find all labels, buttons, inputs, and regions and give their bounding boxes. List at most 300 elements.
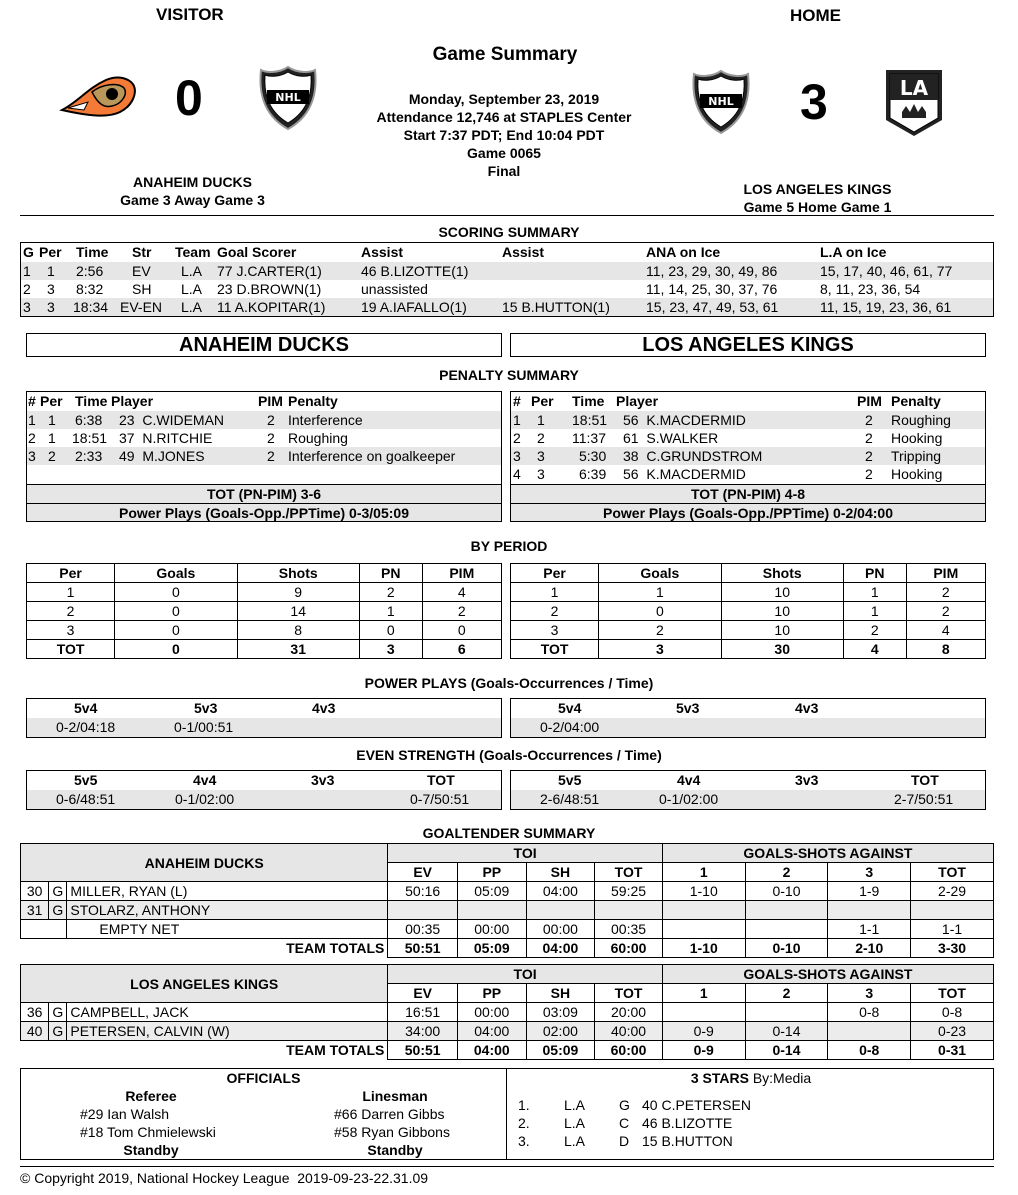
goalie-row — [21, 1022, 994, 1041]
pen-num: 3 — [28, 448, 36, 464]
pp-5v4-label: 5v4 — [558, 700, 582, 716]
goalie-gsa: 0-23 — [911, 1022, 994, 1041]
es-3v3-label: 3v3 — [311, 772, 335, 788]
goal-scorer: 77 J.CARTER(1) — [217, 263, 322, 279]
period-cell: 3 — [599, 640, 721, 659]
col-sh: SH — [526, 863, 595, 882]
goal-time: 18:34 — [73, 299, 109, 315]
goalie-toi: 20:00 — [595, 1003, 663, 1022]
visitor-game: Game 3 Away Game 3 — [120, 192, 265, 208]
goalie-toi: 40:00 — [595, 1022, 663, 1041]
col-pim: PIM — [258, 393, 283, 409]
star-player: 15 B.HUTTON — [642, 1133, 733, 1149]
es-tot-value: 0-7/50:51 — [410, 791, 470, 807]
pen-penalty: Hooking — [891, 466, 943, 482]
visitor-team-info — [100, 173, 285, 209]
goal-ana-on-ice: 15, 23, 47, 49, 53, 61 — [646, 299, 779, 315]
period-cell: 8 — [237, 621, 359, 640]
penalty-header-row — [27, 392, 501, 410]
pen-num: 1 — [513, 412, 521, 428]
es-tot-label: TOT — [427, 772, 455, 788]
col-ev: EV — [388, 863, 458, 882]
svg-text:NHL: NHL — [275, 91, 301, 104]
scoring-summary-title: SCORING SUMMARY — [438, 224, 580, 240]
goalie-toi: 34:00 — [388, 1022, 458, 1041]
col-p3: 3 — [828, 984, 911, 1003]
by-period-header-row — [511, 564, 986, 583]
col-pn: PN — [843, 564, 906, 583]
es-3v3-label: 3v3 — [795, 772, 819, 788]
goalie-gsa — [911, 901, 994, 920]
pen-player: 61 S.WALKER — [623, 430, 719, 446]
total-toi: 05:09 — [526, 1041, 595, 1060]
col-p2: 2 — [745, 863, 828, 882]
pp-5v4-value: 0-2/04:18 — [56, 719, 116, 735]
nhl-shield-icon-right — [690, 68, 752, 136]
goalie-toi: 02:00 — [526, 1022, 595, 1041]
goalie-num — [21, 920, 67, 939]
goal-str: SH — [132, 281, 152, 297]
header-divider — [20, 215, 994, 216]
goalie-name: STOLARZ, ANTHONY — [67, 901, 388, 920]
star-team: L.A — [564, 1115, 586, 1131]
es-tot-value: 2-7/50:51 — [894, 791, 954, 807]
goalie-pos: G — [49, 882, 67, 901]
goal-time: 2:56 — [76, 263, 104, 279]
goalie-toi: 04:00 — [526, 882, 595, 901]
period-cell: 1 — [511, 583, 599, 602]
star-row — [518, 1132, 818, 1150]
col-tot: TOT — [595, 984, 663, 1003]
linesman-1: #66 Darren Gibbs — [334, 1106, 445, 1122]
game-attendance: Attendance 12,746 at STAPLES Center — [376, 109, 632, 125]
period-cell: 10 — [721, 621, 843, 640]
penalty-row — [511, 429, 985, 447]
goalie-toi: 16:51 — [388, 1003, 458, 1022]
period-cell: 1 — [27, 583, 115, 602]
period-cell: 31 — [237, 640, 359, 659]
pp-5v3-value: 0-1/00:51 — [174, 719, 234, 735]
goalie-row — [21, 882, 994, 901]
empty-net-row — [21, 920, 994, 939]
penalty-row — [511, 465, 985, 483]
total-toi: 60:00 — [595, 939, 663, 958]
star-pos: G — [619, 1097, 630, 1113]
gt-gsa-label: GOALS-SHOTS AGAINST — [662, 965, 993, 984]
pen-per: 2 — [537, 430, 545, 446]
goal-per: 3 — [47, 281, 55, 297]
col-penalty: Penalty — [891, 393, 941, 409]
team-totals-label: TEAM TOTALS — [21, 1041, 388, 1060]
goalie-toi — [388, 901, 458, 920]
goaltender-table-kings — [20, 964, 994, 1060]
pp-5v3-label: 5v3 — [194, 700, 218, 716]
footer-copyright: © Copyright 2019, National Hockey League 2019-09-23-22.31.09 — [20, 1170, 429, 1186]
period-cell: 3 — [359, 640, 422, 659]
col-p2: 2 — [745, 984, 828, 1003]
visitor-score: 0 — [175, 70, 203, 126]
period-cell: TOT — [511, 640, 599, 659]
goal-assist-1: 46 B.LIZOTTE(1) — [361, 263, 469, 279]
goalie-num: 40 — [21, 1022, 49, 1041]
pen-time: 2:33 — [75, 448, 103, 464]
pen-pim: 2 — [865, 430, 873, 446]
game-info — [350, 90, 658, 180]
pen-player: 56 K.MACDERMID — [623, 412, 746, 428]
penalty-row — [511, 447, 985, 465]
pp-4v3-label: 4v3 — [312, 700, 336, 716]
star-rank: 1. — [518, 1097, 530, 1113]
es-4v4-label: 4v4 — [193, 772, 217, 788]
pen-penalty: Roughing — [288, 430, 348, 446]
goalie-num: 36 — [21, 1003, 49, 1022]
gt-team-name: ANAHEIM DUCKS — [21, 844, 388, 882]
period-cell: 1 — [843, 602, 906, 621]
game-start-end: Start 7:37 PDT; End 10:04 PDT — [403, 127, 605, 143]
goal-la-on-ice: 11, 15, 19, 23, 36, 61 — [820, 299, 952, 315]
by-period-row — [27, 583, 502, 602]
col-g: G — [23, 244, 34, 260]
total-gsa: 2-10 — [828, 939, 911, 958]
by-period-row — [511, 602, 986, 621]
period-cell: 0 — [115, 621, 237, 640]
by-period-total-row — [27, 640, 502, 659]
team-bar-kings: LOS ANGELES KINGS — [510, 333, 986, 357]
home-score: 3 — [800, 74, 828, 130]
col-p1: 1 — [662, 863, 745, 882]
gt-team-name: LOS ANGELES KINGS — [21, 965, 388, 1003]
penalty-row — [27, 411, 501, 429]
goalie-gsa — [662, 901, 745, 920]
goal-assist-1: 19 A.IAFALLO(1) — [361, 299, 467, 315]
pen-pim: 2 — [267, 430, 275, 446]
col-goal-scorer: Goal Scorer — [217, 244, 297, 260]
pen-player: 49 M.JONES — [119, 448, 205, 464]
game-number: Game 0065 — [467, 145, 541, 161]
period-cell: 30 — [721, 640, 843, 659]
stars-title-line — [507, 1070, 995, 1086]
goal-time: 8:32 — [76, 281, 104, 297]
col-pim: PIM — [857, 393, 882, 409]
col-shots: Shots — [237, 564, 359, 583]
goalie-pos: G — [49, 901, 67, 920]
goalie-toi: 03:09 — [526, 1003, 595, 1022]
power-plays-ducks-box — [26, 698, 502, 738]
goalie-toi: 00:35 — [388, 920, 458, 939]
goalie-toi — [595, 901, 663, 920]
power-plays-ducks: Power Plays (Goals-Opp./PPTime) 0-3/05:09 — [27, 503, 501, 521]
power-plays-title: POWER PLAYS (Goals-Occurrences / Time) — [364, 675, 654, 691]
pen-pim: 2 — [267, 448, 275, 464]
total-gsa: 0-14 — [745, 1041, 828, 1060]
goalie-name: EMPTY NET — [67, 920, 388, 939]
total-gsa: 0-8 — [828, 1041, 911, 1060]
period-cell: 10 — [721, 583, 843, 602]
pen-per: 1 — [537, 412, 545, 428]
goalie-toi — [526, 901, 595, 920]
penalty-table-kings — [510, 391, 986, 522]
total-gsa: 0-9 — [662, 1041, 745, 1060]
pen-time: 11:37 — [572, 430, 606, 446]
pen-per: 3 — [537, 448, 545, 464]
goalie-pos: G — [49, 1003, 67, 1022]
goalie-gsa — [828, 901, 911, 920]
goalie-toi: 00:00 — [526, 920, 595, 939]
goal-num: 1 — [23, 263, 31, 279]
penalty-header-row — [511, 392, 985, 410]
period-cell: 10 — [721, 602, 843, 621]
col-gsa-tot: TOT — [911, 984, 994, 1003]
goalie-gsa: 1-1 — [828, 920, 911, 939]
col-per: Per — [511, 564, 599, 583]
officials-stars-box — [20, 1068, 994, 1160]
penalty-row — [511, 411, 985, 429]
goalie-toi: 59:25 — [595, 882, 663, 901]
home-label: HOME — [790, 6, 841, 25]
pen-pim: 2 — [865, 466, 873, 482]
team-totals-label: TEAM TOTALS — [21, 939, 388, 958]
goal-str: EV — [132, 263, 151, 279]
col-goals: Goals — [599, 564, 721, 583]
pen-per: 1 — [48, 412, 56, 428]
by-period-row — [27, 602, 502, 621]
goal-assist-1: unassisted — [361, 281, 428, 297]
goalie-gsa: 0-14 — [745, 1022, 828, 1041]
by-period-row — [511, 621, 986, 640]
scoring-row — [21, 280, 993, 298]
by-period-total-row — [511, 640, 986, 659]
col-shots: Shots — [721, 564, 843, 583]
pen-num: 4 — [513, 466, 521, 482]
scoring-row — [21, 262, 993, 280]
period-cell: 6 — [422, 640, 501, 659]
goalie-toi: 05:09 — [457, 882, 526, 901]
goalie-toi: 00:35 — [595, 920, 663, 939]
linesman-standby-label: Standby — [367, 1142, 423, 1158]
svg-text:NHL: NHL — [708, 95, 734, 108]
col-str: Str — [132, 244, 152, 260]
goalie-toi: 00:00 — [457, 1003, 526, 1022]
goal-la-on-ice: 15, 17, 40, 46, 61, 77 — [820, 263, 953, 279]
ducks-logo-icon — [58, 72, 138, 122]
gt-group-header-row — [21, 965, 994, 984]
total-toi: 04:00 — [526, 939, 595, 958]
nhl-shield-icon — [257, 64, 319, 132]
goal-per: 3 — [47, 299, 55, 315]
pen-time: 18:51 — [72, 430, 108, 446]
team-bar-ducks: ANAHEIM DUCKS — [26, 333, 502, 357]
total-toi: 04:00 — [457, 1041, 526, 1060]
goal-team: L.A — [181, 299, 203, 315]
col-player: Player — [111, 393, 154, 409]
svg-text:LA: LA — [899, 76, 929, 100]
col-per: Per — [39, 244, 62, 260]
total-gsa: 0-31 — [911, 1041, 994, 1060]
pen-time: 6:39 — [579, 466, 607, 482]
col-pim: PIM — [422, 564, 501, 583]
goalie-gsa: 0-8 — [911, 1003, 994, 1022]
goal-team: L.A — [181, 263, 203, 279]
pen-player: 37 N.RITCHIE — [119, 430, 213, 446]
goalie-gsa: 1-9 — [828, 882, 911, 901]
pp-5v3-label: 5v3 — [676, 700, 700, 716]
goal-ana-on-ice: 11, 23, 29, 30, 49, 86 — [646, 263, 778, 279]
col-penalty: Penalty — [288, 393, 338, 409]
period-cell: 9 — [237, 583, 359, 602]
col-per: Per — [27, 564, 115, 583]
total-gsa: 1-10 — [662, 939, 745, 958]
goalie-gsa: 0-9 — [662, 1022, 745, 1041]
period-cell: 0 — [115, 640, 237, 659]
col-num: # — [28, 393, 36, 409]
pp-4v3-label: 4v3 — [795, 700, 819, 716]
penalty-table-ducks — [26, 391, 502, 522]
col-time: Time — [76, 244, 109, 260]
goal-ana-on-ice: 11, 14, 25, 30, 37, 76 — [646, 281, 778, 297]
col-team: Team — [175, 244, 211, 260]
goal-team: L.A — [181, 281, 203, 297]
game-date: Monday, September 23, 2019 — [408, 91, 600, 107]
penalty-tot-ducks: TOT (PN-PIM) 3-6 — [27, 484, 501, 503]
es-5v5-value: 2-6/48:51 — [540, 791, 600, 807]
linesman-2: #58 Ryan Gibbons — [334, 1124, 450, 1140]
col-per: Per — [40, 393, 63, 409]
period-cell: 4 — [906, 621, 985, 640]
goalie-gsa — [745, 1003, 828, 1022]
period-cell: 8 — [906, 640, 985, 659]
even-strength-title: EVEN STRENGTH (Goals-Occurrences / Time) — [356, 747, 662, 763]
goalie-row — [21, 901, 994, 920]
gt-gsa-label: GOALS-SHOTS AGAINST — [662, 844, 993, 863]
period-cell: 0 — [115, 602, 237, 621]
goal-assist-2: 15 B.HUTTON(1) — [502, 299, 610, 315]
pen-num: 1 — [28, 412, 36, 428]
star-pos: C — [619, 1115, 630, 1131]
es-4v4-label: 4v4 — [677, 772, 701, 788]
pp-5v4-label: 5v4 — [74, 700, 98, 716]
penalty-row — [27, 447, 501, 465]
goalie-name: CAMPBELL, JACK — [67, 1003, 388, 1022]
referee-label: Referee — [125, 1088, 177, 1104]
team-totals-row — [21, 939, 994, 958]
period-cell: 1 — [843, 583, 906, 602]
col-pp: PP — [457, 984, 526, 1003]
period-cell: 2 — [27, 602, 115, 621]
by-period-table-ducks — [26, 563, 502, 659]
game-status: Final — [487, 163, 521, 179]
pen-pim: 2 — [865, 448, 873, 464]
visitor-label: VISITOR — [156, 5, 224, 24]
es-tot-label: TOT — [911, 772, 939, 788]
col-goals: Goals — [115, 564, 237, 583]
goalie-gsa — [662, 1003, 745, 1022]
period-cell: 1 — [599, 583, 721, 602]
by-period-row — [27, 621, 502, 640]
col-sh: SH — [526, 984, 595, 1003]
goalie-gsa: 1-1 — [911, 920, 994, 939]
pen-time: 18:51 — [572, 412, 608, 428]
gt-group-header-row — [21, 844, 994, 863]
pen-per: 1 — [48, 430, 56, 446]
goal-str: EV-EN — [120, 299, 163, 315]
period-cell: 2 — [906, 602, 985, 621]
pen-penalty: Tripping — [891, 448, 942, 464]
pen-penalty: Roughing — [891, 412, 951, 428]
star-team: L.A — [564, 1097, 586, 1113]
goalie-toi: 04:00 — [457, 1022, 526, 1041]
period-cell: 2 — [843, 621, 906, 640]
stars-title: 3 STARS — [690, 1070, 749, 1086]
goalie-name: MILLER, RYAN (L) — [67, 882, 388, 901]
even-strength-ducks-box — [26, 770, 502, 810]
officials-title: OFFICIALS — [226, 1070, 301, 1086]
goalie-toi — [457, 901, 526, 920]
period-cell: 2 — [599, 621, 721, 640]
period-cell: 0 — [115, 583, 237, 602]
period-cell: 3 — [511, 621, 599, 640]
total-toi: 50:51 — [388, 1041, 458, 1060]
es-4v4-value: 0-1/02:00 — [175, 791, 235, 807]
even-strength-kings-box — [510, 770, 986, 810]
col-assist-1: Assist — [361, 244, 404, 260]
col-pn: PN — [359, 564, 422, 583]
scoring-header-row — [21, 243, 993, 261]
page-title: Game Summary — [432, 44, 578, 65]
referee-1: #29 Ian Walsh — [80, 1106, 169, 1122]
es-5v5-label: 5v5 — [558, 772, 582, 788]
col-pim: PIM — [906, 564, 985, 583]
star-team: L.A — [564, 1133, 586, 1149]
star-rank: 3. — [518, 1133, 530, 1149]
col-assist-2: Assist — [502, 244, 545, 260]
pen-penalty: Interference on goalkeeper — [288, 448, 456, 464]
by-period-title: BY PERIOD — [470, 538, 548, 554]
col-player: Player — [616, 393, 659, 409]
footer-divider — [20, 1166, 994, 1167]
col-num: # — [513, 393, 521, 409]
period-cell: 4 — [843, 640, 906, 659]
goal-la-on-ice: 8, 11, 23, 36, 54 — [820, 281, 921, 297]
goaltender-summary-title: GOALTENDER SUMMARY — [422, 825, 596, 841]
goalie-gsa: 0-8 — [828, 1003, 911, 1022]
period-cell: 2 — [422, 602, 501, 621]
penalty-tot-kings: TOT (PN-PIM) 4-8 — [511, 484, 985, 503]
es-4v4-value: 0-1/02:00 — [659, 791, 719, 807]
goal-num: 3 — [23, 299, 31, 315]
col-per: Per — [531, 393, 554, 409]
pen-time: 5:30 — [579, 448, 607, 464]
pen-per: 3 — [537, 466, 545, 482]
goalie-gsa: 1-10 — [662, 882, 745, 901]
period-cell: 2 — [906, 583, 985, 602]
col-la-on-ice: L.A on Ice — [820, 244, 887, 260]
period-cell: 1 — [359, 602, 422, 621]
gt-toi-label: TOI — [388, 844, 663, 863]
star-player: 40 C.PETERSEN — [642, 1097, 751, 1113]
goalie-toi: 00:00 — [457, 920, 526, 939]
pen-time: 6:38 — [75, 412, 103, 428]
pp-5v4-value: 0-2/04:00 — [540, 719, 600, 735]
pen-penalty: Hooking — [891, 430, 943, 446]
kings-logo-icon — [884, 68, 944, 138]
total-toi: 05:09 — [457, 939, 526, 958]
period-cell: 0 — [599, 602, 721, 621]
goal-per: 1 — [47, 263, 55, 279]
goal-scorer: 11 A.KOPITAR(1) — [217, 299, 326, 315]
scoring-summary-table — [20, 242, 994, 317]
star-row — [518, 1096, 818, 1114]
star-rank: 2. — [518, 1115, 530, 1131]
